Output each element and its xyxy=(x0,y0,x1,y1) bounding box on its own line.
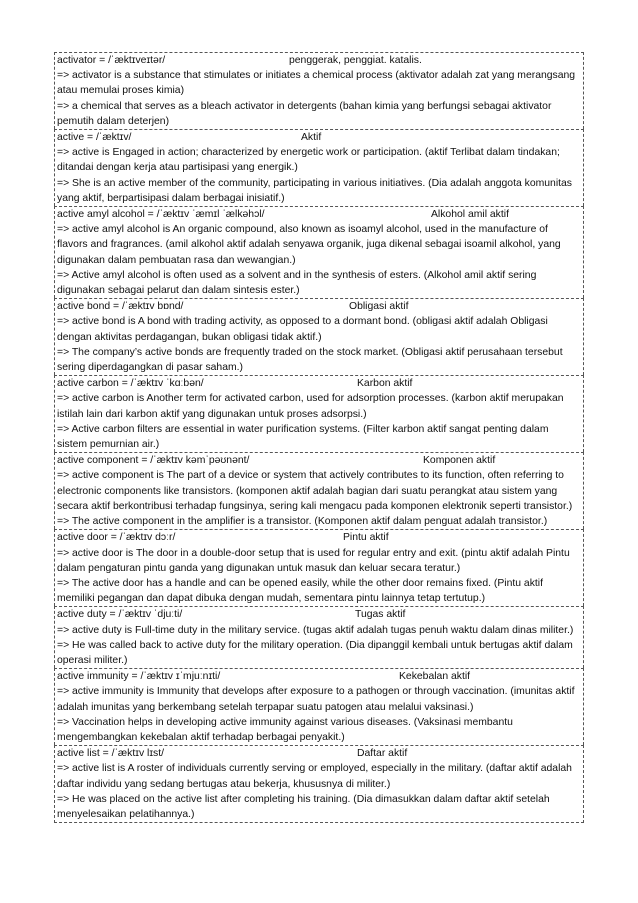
entry-translation: Aktif xyxy=(301,132,322,144)
entry-term: active duty = /ˈæktɪv ˈdjuːti/ xyxy=(57,609,183,621)
entry-translation: Pintu aktif xyxy=(343,532,389,544)
entry-header xyxy=(57,53,581,68)
entry-header xyxy=(57,453,581,468)
entry-example-line: => active bond is A bond with trading activity, as opposed to a dormant bond. (obligasi aktif adalah Obligasi dengan aktivitas perdagangan, bukan obligasi tidak aktif.) xyxy=(57,316,548,343)
entry-example-line: => active list is A roster of individuals currently serving or employed, especially in the military. (daftar aktif adalah daftar individu yang sedang bertugas atau bekerja, khususnya di militer.) xyxy=(57,763,572,790)
glossary-entry xyxy=(54,206,584,298)
entry-example-line: => Vaccination helps in developing active immunity against various diseases. (Vaksinasi membantu mengembangkan kekebalan aktif terhadap berbagai penyakit.) xyxy=(57,716,513,743)
glossary-entry xyxy=(54,668,584,745)
entry-example-line: => a chemical that serves as a bleach activator in detergents (bahan kimia yang berfungsi sebagai aktivator pemutih dalam deterjen) xyxy=(57,100,552,127)
entry-header xyxy=(57,376,581,391)
glossary-entry xyxy=(54,375,584,452)
entry-example-line: => activator is a substance that stimulates or initiates a chemical process (aktivator adalah zat yang merangsang atau memulai proses kimia) xyxy=(57,70,576,97)
entry-term: active door = /ˈæktɪv dɔːr/ xyxy=(57,532,176,544)
entry-translation: Karbon aktif xyxy=(357,378,413,390)
entry-header xyxy=(57,207,581,222)
entry-header xyxy=(57,299,581,314)
entry-translation: Kekebalan aktif xyxy=(399,671,471,683)
entry-example-line: => active immunity is Immunity that develops after exposure to a pathogen or through vaccination. (imunitas aktif adalah imunitas yang berkembang setelah terpapar suatu patogen atau melalui vaksinasi.) xyxy=(57,686,575,713)
glossary-entry xyxy=(54,129,584,206)
glossary-entry xyxy=(54,52,584,129)
entry-example-line: => She is an active member of the community, participating in various initiatives. (Dia adalah anggota komunitas yang aktif, berpartisipasi dalam berbagai inisiatif.) xyxy=(57,177,572,204)
entry-example-line: => active duty is Full-time duty in the military service. (tugas aktif adalah tugas penuh waktu dalam dinas militer.) xyxy=(57,624,574,636)
entry-example-line: => active carbon is Another term for activated carbon, used for adsorption processes. (karbon aktif merupakan istilah lain dari karbon aktif yang digunakan untuk proses adsorpsi.) xyxy=(57,393,564,420)
entry-translation: penggerak, penggiat. katalis. xyxy=(289,55,422,66)
glossary-entry xyxy=(54,298,584,375)
glossary-entry xyxy=(54,452,584,529)
entry-term: active = /ˈæktɪv/ xyxy=(57,132,132,144)
entry-term: active component = /ˈæktɪv kəmˈpəʊnənt/ xyxy=(57,455,250,467)
entry-translation: Tugas aktif xyxy=(355,609,406,621)
entry-translation: Daftar aktif xyxy=(357,748,408,760)
entry-example-line: => He was called back to active duty for the military operation. (Dia dipanggil kembali untuk bertugas aktif dalam operasi militer.) xyxy=(57,639,573,666)
entry-term: active immunity = /ˈæktɪv ɪˈmjuːnɪti/ xyxy=(57,671,221,683)
entry-translation: Alkohol amil aktif xyxy=(431,209,509,221)
entry-term: activator = /ˈæktɪveɪtər/ xyxy=(57,55,166,66)
glossary-page xyxy=(54,52,584,823)
entry-header xyxy=(57,669,581,684)
entry-header xyxy=(57,530,581,545)
entry-example-line: => active amyl alcohol is An organic compound, also known as isoamyl alcohol, used in the manufacture of flavors and fragrances. (amil alkohol aktif adalah senyawa organik, juga dikenal sebagai isoamil alkohol, yang digunakan dalam pembuatan rasa dan wewangian.) xyxy=(57,224,561,266)
entry-term: active amyl alcohol = /ˈæktɪv ˈæmɪl ˈælkəhɔl/ xyxy=(57,209,265,221)
glossary-entry xyxy=(54,529,584,606)
entry-term: active bond = /ˈæktɪv bɒnd/ xyxy=(57,301,184,313)
entry-example-line: => Active carbon filters are essential in water purification systems. (Filter karbon aktif sangat penting dalam sistem pemurnian air.) xyxy=(57,423,549,451)
glossary-entry xyxy=(54,745,584,823)
entry-example-line: => The active door has a handle and can be opened easily, while the other door remains fixed. (Pintu aktif memiliki pegangan dan dapat dibuka dengan mudah, sementara pintu lainnya tetap tertutup.) xyxy=(57,577,543,605)
entry-example-line: => Active amyl alcohol is often used as a solvent and in the synthesis of esters. (Alkohol amil aktif sering digunakan sebagai pelarut dan dalam sintesis ester.) xyxy=(57,269,537,297)
entry-header xyxy=(57,746,581,761)
entry-example-line: => The company’s active bonds are frequently traded on the stock market. (Obligasi aktif perusahaan tersebut sering diperdagangkan di pasar saham.) xyxy=(57,346,563,374)
entry-example-line: => The active component in the amplifier is a transistor. (Komponen aktif dalam penguat adalah transistor.) xyxy=(57,516,548,528)
entry-translation: Komponen aktif xyxy=(423,455,496,467)
entry-translation: Obligasi aktif xyxy=(349,301,409,313)
entry-term: active list = /ˈæktɪv lɪst/ xyxy=(57,748,164,760)
entry-example-line: => active is Engaged in action; characterized by energetic work or participation. (aktif Terlibat dalam tindakan; ditandai dengan kerja atau partisipasi yang energik.) xyxy=(57,147,560,174)
entry-term: active carbon = /ˈæktɪv ˈkɑːbən/ xyxy=(57,378,204,390)
entry-header xyxy=(57,607,581,622)
entry-example-line: => active door is The door in a double-door setup that is used for regular entry and exit. (pintu aktif adalah Pintu dalam pengaturan pintu ganda yang digunakan untuk masuk dan keluar secara teratur.) xyxy=(57,547,570,574)
entry-example-line: => active component is The part of a device or system that actively contributes to its function, often referring to electronic components like transistors. (komponen aktif adalah bagian dari suatu perangkat atau sistem yang secara aktif berkontribusi terhadap fungsinya, sering kali mengacu pada komponen elektronik seperti transistor.) xyxy=(57,470,573,512)
entry-header xyxy=(57,130,581,145)
entry-example-line: => He was placed on the active list after completing his training. (Dia dimasukkan dalam daftar aktif setelah menyelesaikan pelatihannya.) xyxy=(57,793,550,820)
glossary-entry xyxy=(54,606,584,668)
